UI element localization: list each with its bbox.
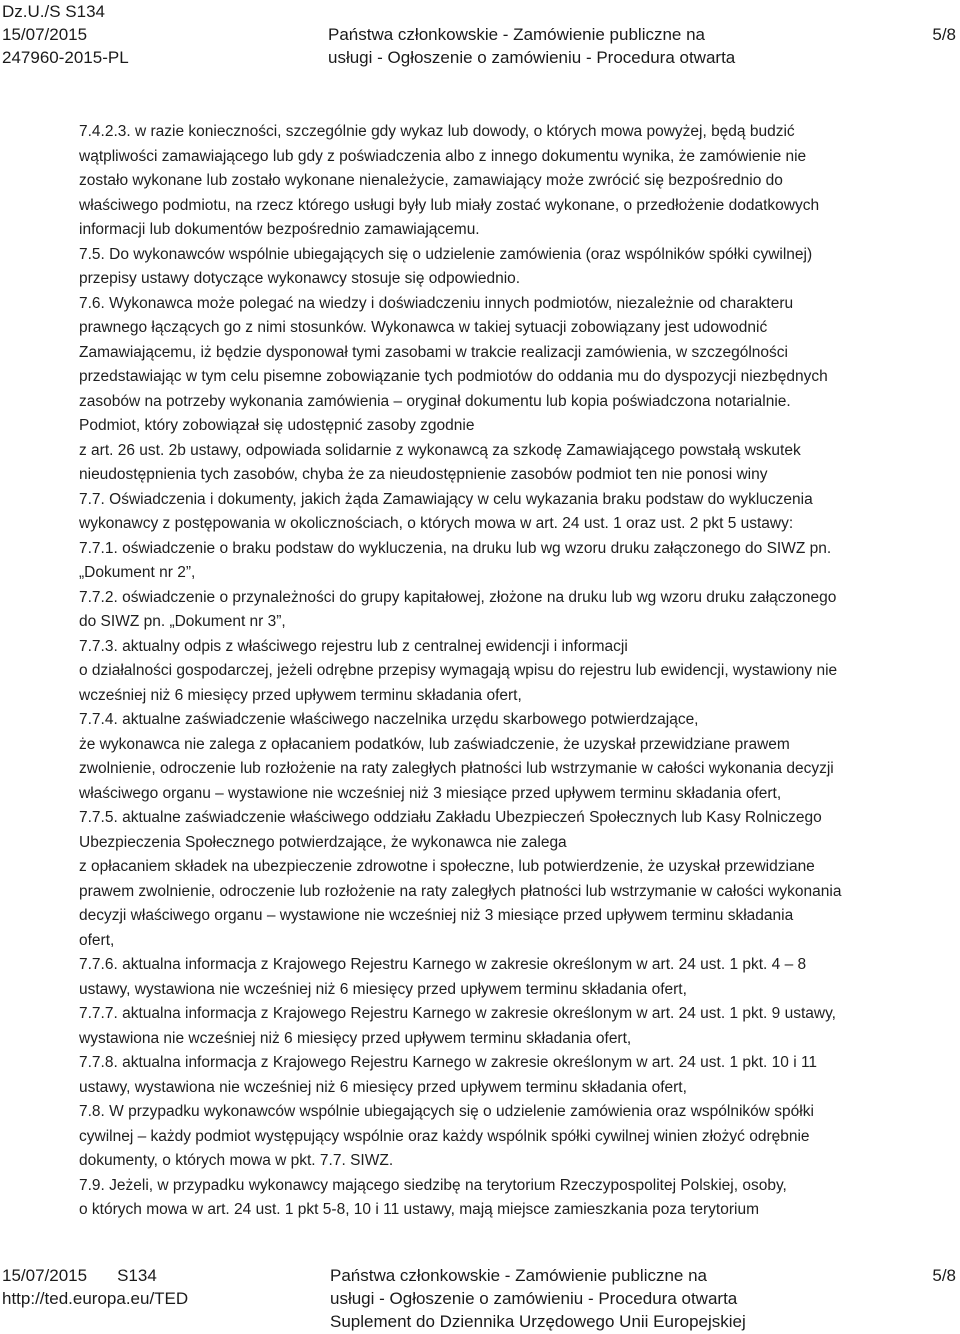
body-line: z opłacaniem składek na ubezpieczenie zdrowotne i społeczne, lub potwierdzenie, że uzyskał przewidziane	[79, 858, 815, 875]
header-journal: Dz.U./S S134	[2, 2, 105, 21]
body-line: cywilnej – każdy podmiot występujący wspólnie oraz każdy wspólnik spółki cywilnej winien złożyć odrębnie	[79, 1127, 810, 1145]
body-line: informacji lub dokumentów bezpośrednio zamawiającemu.	[79, 221, 480, 238]
body-line: „Dokument nr 2”,	[79, 564, 196, 581]
body-line: 7.4.2.3. w razie konieczności, szczególnie gdy wykaz lub dowody, o których mowa powyżej, będą budzić	[79, 123, 795, 140]
body-line: nieudostępnienia tych zasobów, chyba że za nieudostępnienie zasobów podmiot ten nie ponosi winy	[79, 466, 768, 483]
body-line: 7.6. Wykonawca może polegać na wiedzy i doświadczeniu innych podmiotów, niezależnie od charakteru	[79, 294, 794, 312]
body-line: przepisy ustawy dotyczące wykonawcy stosuje się odpowiednio.	[79, 270, 521, 287]
body-line: 7.7. Oświadczenia i dokumenty, jakich żąda Zamawiający w celu wykazania braku podstaw do wykluczenia	[79, 490, 813, 508]
body-line: zasobów na potrzeby wykonania zamówienia – oryginał dokumentu lub kopia poświadczona notarialnie.	[79, 392, 791, 410]
footer-title-line3: Suplement do Dziennika Urzędowego Unii Europejskiej	[330, 1312, 746, 1331]
body-line: 7.7.2. oświadczenie o przynależności do grupy kapitałowej, złożone na druku lub wg wzoru druku załączonego	[79, 588, 837, 606]
body-line: ofert,	[79, 931, 115, 949]
body-line: 7.9. Jeżeli, w przypadku wykonawcy mającego siedzibę na terytorium Rzeczypospolitej Polskiej, osoby,	[79, 1176, 787, 1194]
body-line: Podmiot, który zobowiązał się udostępnić zasoby zgodnie	[79, 417, 475, 434]
body-line: wcześniej niż 6 miesięcy przed upływem terminu składania ofert,	[79, 686, 522, 704]
header-title-line2: usługi - Ogłoszenie o zamówieniu - Procedura otwarta	[328, 48, 736, 67]
body-line: 7.7.6. aktualna informacja z Krajowego Rejestru Karnego w zakresie określonym w art. 24 ust. 1 pkt. 4 – 8	[79, 956, 807, 973]
body-line: 7.8. W przypadku wykonawców wspólnie ubiegających się o udzielenie zamówienia oraz wspólników spółki	[79, 1103, 814, 1120]
body-line: 7.7.5. aktualne zaświadczenie właściwego oddziału Zakładu Ubezpieczeń Społecznych lub Kasy Rolniczego	[79, 809, 822, 826]
document-body	[79, 120, 959, 1223]
body-line: prawnego łączących go z nimi stosunków. Wykonawca w takiej sytuacji zobowiązany jest udowodnić	[79, 319, 768, 336]
body-line: 7.7.1. oświadczenie o braku podstaw do wykluczenia, na druku lub wg wzoru druku załączonego do SIWZ pn.	[79, 539, 832, 557]
body-line: 7.7.3. aktualny odpis z właściwego rejestru lub z centralnej ewidencji i informacji	[79, 637, 628, 655]
body-line: dokumenty, o których mowa w pkt. 7.7. SIWZ.	[79, 1152, 394, 1169]
body-line: o których mowa w art. 24 ust. 1 pkt 5-8, 10 i 11 ustawy, mają miejsce zamieszkania poza terytorium	[79, 1201, 759, 1218]
body-line: właściwego podmiotu, na rzecz którego usługi były lub miały zostać wykonane, o przedłożenie dodatkowych	[79, 196, 820, 214]
body-line: zostało wykonane lub zostało wykonane nienależycie, zamawiający może zwrócić się bezpośrednio do	[79, 172, 783, 189]
header-title	[328, 23, 735, 69]
footer-date-row	[2, 1264, 188, 1287]
body-line: 7.5. Do wykonawców wspólnie ubiegających się o udzielenie zamówienia (oraz wspólników spółki cywilnej)	[79, 245, 813, 263]
body-line: przedstawiając w tym celu pisemne zobowiązanie tych podmiotów do oddania mu do dyspozycji niezbędnych	[79, 368, 828, 385]
body-line: że wykonawca nie zalega z opłacaniem podatków, lub zaświadczenie, że uzyskał przewidziane prawem	[79, 735, 790, 753]
header-doc-id: 247960-2015-PL	[2, 48, 129, 67]
footer-journal: S134	[117, 1266, 157, 1285]
body-line: zwolnienie, odroczenie lub rozłożenie na raty zaległych płatności lub wstrzymanie w całości wykonania decyzji	[79, 760, 834, 777]
body-line: wystawiona nie wcześniej niż 6 miesięcy przed upływem terminu składania ofert,	[79, 1029, 632, 1047]
footer-url: http://ted.europa.eu/TED	[2, 1289, 189, 1308]
footer-title-line2: usługi - Ogłoszenie o zamówieniu - Procedura otwarta	[330, 1289, 738, 1308]
footer-page-number: 5/8	[932, 1266, 956, 1285]
body-line: o działalności gospodarczej, jeżeli odrębne przepisy wymagają wpisu do rejestru lub ewidencji, wystawiony nie	[79, 662, 838, 679]
body-line: ustawy, wystawiona nie wcześniej niż 6 miesięcy przed upływem terminu składania ofert,	[79, 1078, 687, 1096]
body-line: do SIWZ pn. „Dokument nr 3”,	[79, 613, 286, 630]
header-title-line1: Państwa członkowskie - Zamówienie publiczne na	[328, 25, 706, 44]
footer-title	[330, 1264, 746, 1333]
body-line: ustawy, wystawiona nie wcześniej niż 6 miesięcy przed upływem terminu składania ofert,	[79, 980, 687, 998]
page-footer	[0, 1264, 960, 1334]
body-line: wątpliwości zamawiającego lub gdy z poświadczenia albo z innego dokumentu wynika, że zamówienie nie	[79, 147, 807, 165]
page-header	[0, 0, 960, 70]
header-page-number: 5/8	[932, 25, 956, 44]
header-meta	[2, 0, 129, 69]
body-line: wykonawcy z postępowania w okolicznościach, o których mowa w art. 24 ust. 1 oraz ust. 2 pkt 5 ustawy:	[79, 515, 794, 532]
body-line: 7.7.8. aktualna informacja z Krajowego Rejestru Karnego w zakresie określonym w art. 24 ust. 1 pkt. 10 i 11	[79, 1054, 818, 1071]
header-date: 15/07/2015	[2, 25, 88, 44]
body-line: decyzji właściwego organu – wystawione nie wcześniej niż 3 miesiące przed upływem terminu składania	[79, 907, 794, 924]
body-line: prawem zwolnienie, odroczenie lub rozłożenie na raty zaległych płatności lub wstrzymanie w całości wykonania	[79, 882, 842, 900]
footer-date: 15/07/2015	[2, 1266, 88, 1285]
footer-meta	[2, 1264, 188, 1310]
footer-title-line1: Państwa członkowskie - Zamówienie publiczne na	[330, 1266, 708, 1285]
body-line: Ubezpieczenia Społecznego potwierdzające, że wykonawca nie zalega	[79, 833, 567, 851]
body-line: Zamawiającemu, iż będzie dysponował tymi zasobami w trakcie realizacji zamówienia, w szczególności	[79, 343, 788, 361]
body-line: 7.7.4. aktualne zaświadczenie właściwego naczelnika urzędu skarbowego potwierdzające,	[79, 711, 699, 728]
body-line: właściwego organu – wystawione nie wcześniej niż 3 miesiące przed upływem terminu składania ofert,	[79, 784, 782, 802]
body-line: 7.7.7. aktualna informacja z Krajowego Rejestru Karnego w zakresie określonym w art. 24 ust. 1 pkt. 9 ustawy,	[79, 1005, 836, 1022]
body-line: z art. 26 ust. 2b ustawy, odpowiada solidarnie z wykonawcą za szkodę Zamawiającego powstałą wskutek	[79, 441, 801, 459]
